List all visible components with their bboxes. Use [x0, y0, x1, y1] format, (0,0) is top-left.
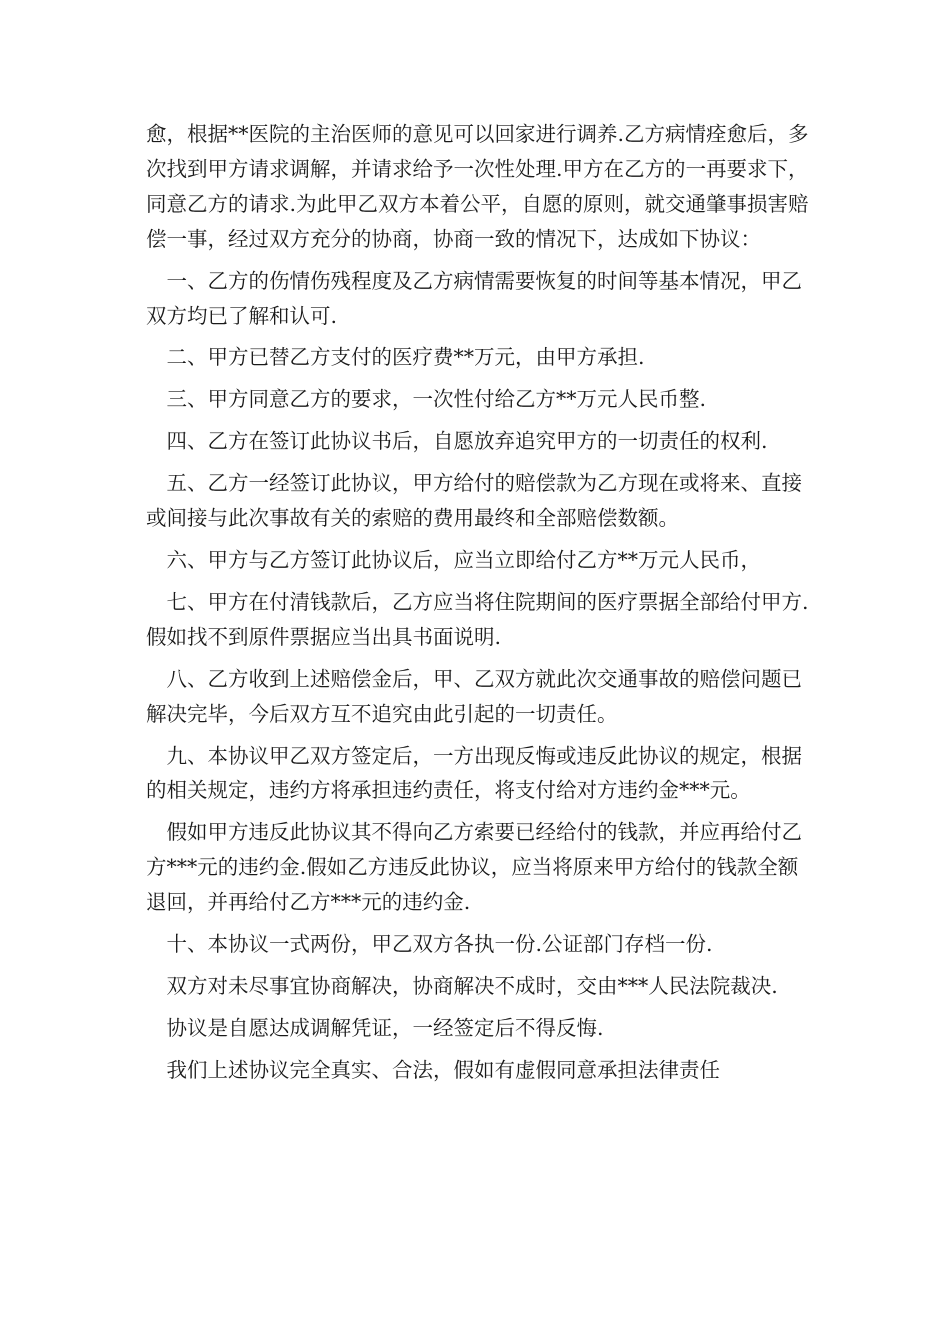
- paragraph-clause-3: 三、甲方同意乙方的要求，一次性付给乙方**万元人民币整.: [146, 387, 707, 412]
- paragraph-clause-4: 四、乙方在签订此协议书后，自愿放弃追究甲方的一切责任的权利.: [146, 429, 768, 454]
- paragraph-intro: 愈，根据**医院的主治医师的意见可以回家进行调养.乙方病情痊愈后，多次找到甲方请求调解，并请求给予一次性处理.甲方在乙方的一再要求下，同意乙方的请求.为此甲乙双方本着公平，自愿的原则，就交通肇事损害赔偿一事，经过双方充分的协商，协商一致的情况下，达成如下协议：: [146, 122, 809, 251]
- paragraph-clause-6: 六、甲方与乙方签订此协议后，应当立即给付乙方**万元人民币，: [146, 547, 761, 572]
- paragraph-clause-1: 一、乙方的伤情伤残程度及乙方病情需要恢复的时间等基本情况，甲乙双方均已了解和认可.: [146, 268, 802, 328]
- paragraph-clause-5: 五、乙方一经签订此协议，甲方给付的赔偿款为乙方现在或将来、直接或间接与此次事故有关的索赔的费用最终和全部赔偿数额。: [146, 471, 802, 531]
- paragraph-truth-declaration: 我们上述协议完全真实、合法，假如有虚假同意承担法律责任: [146, 1057, 720, 1082]
- document-body: [146, 117, 816, 1088]
- paragraph-clause-2: 二、甲方已替乙方支付的医疗费**万元，由甲方承担.: [146, 345, 645, 370]
- paragraph-voluntary-statement: 协议是自愿达成调解凭证，一经签定后不得反悔.: [146, 1015, 604, 1040]
- paragraph-dispute-resolution: 双方对未尽事宜协商解决，协商解决不成时，交由***人民法院裁决.: [146, 973, 778, 998]
- paragraph-breach-terms: 假如甲方违反此协议其不得向乙方索要已经给付的钱款，并应再给付乙方***元的违约金.假如乙方违反此协议，应当将原来甲方给付的钱款全额退回，并再给付乙方***元的违约金.: [146, 820, 802, 915]
- paragraph-clause-10: 十、本协议一式两份，甲乙双方各执一份.公证部门存档一份.: [146, 932, 713, 957]
- paragraph-clause-9: 九、本协议甲乙双方签定后，一方出现反悔或违反此协议的规定，根据的相关规定，违约方将承担违约责任，将支付给对方违约金***元。: [146, 743, 802, 803]
- paragraph-clause-7: 七、甲方在付清钱款后，乙方应当将住院期间的医疗票据全部给付甲方.假如找不到原件票据应当出具书面说明.: [146, 589, 809, 649]
- paragraph-clause-8: 八、乙方收到上述赔偿金后，甲、乙双方就此次交通事故的赔偿问题已解决完毕，今后双方互不追究由此引起的一切责任。: [146, 666, 802, 726]
